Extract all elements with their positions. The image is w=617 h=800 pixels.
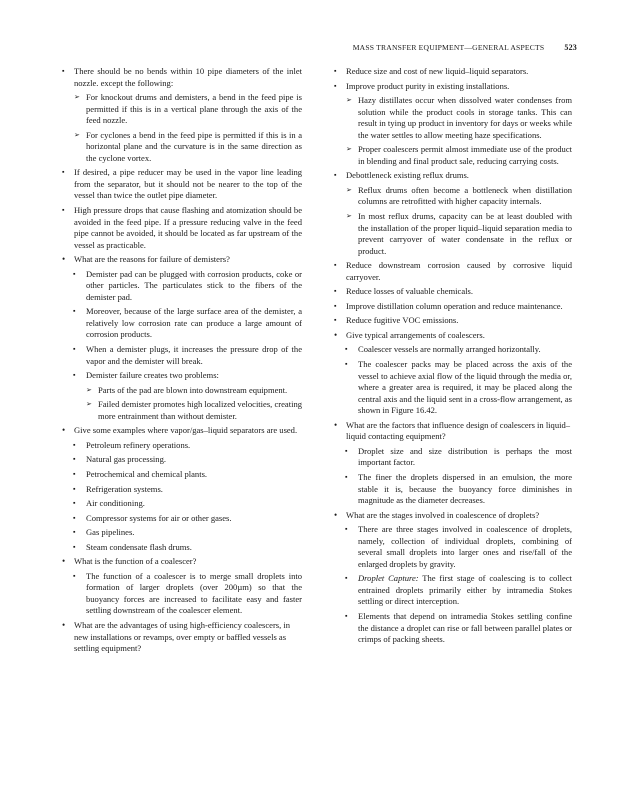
bullet: ▪ Reduce size and cost of new liquid–liquid separators. bbox=[334, 66, 572, 78]
list-item: ▪ Refrigeration systems. bbox=[62, 484, 302, 496]
sub-bullet: ➢ For knockout drums and demisters, a bend in the feed pipe is permitted if this is in a vertical plane through the axis of the feed nozzle. bbox=[62, 92, 302, 127]
page-number: 523 bbox=[564, 43, 577, 52]
list-item: ▪ Natural gas processing. bbox=[62, 454, 302, 466]
left-column bbox=[62, 66, 302, 658]
list-item: ▪ Steam condensate flash drums. bbox=[62, 542, 302, 554]
running-title: MASS TRANSFER EQUIPMENT—GENERAL ASPECTS bbox=[352, 43, 545, 52]
bullet: ▪ Reduce fugitive VOC emissions. bbox=[334, 315, 572, 327]
question: • What is the function of a coalescer? bbox=[62, 556, 302, 568]
bullet bbox=[334, 573, 572, 608]
bullet: ▪ There should be no bends within 10 pipe diameters of the inlet nozzle. except the following: bbox=[62, 66, 302, 89]
bullet: ▪ There are three stages involved in coalescence of droplets, namely, collection of individual droplets, combining of several small droplets into larger ones and rise/fall of the enlarged droplets by gravity. bbox=[334, 524, 572, 570]
question: • Give typical arrangements of coalescers. bbox=[334, 330, 572, 342]
bullet: ▪ Reduce downstream corrosion caused by corrosive liquid carryover. bbox=[334, 260, 572, 283]
list-item: ▪ Petrochemical and chemical plants. bbox=[62, 469, 302, 481]
question: • What are the stages involved in coalescence of droplets? bbox=[334, 510, 572, 522]
bullet: ▪ The coalescer packs may be placed across the axis of the vessel to achieve axial flow of the liquid through the media or, where a greater area is required, it may be placed along the central axis and the liquid sent in a cross-flow arrangement, as shown in Figure 16.42. bbox=[334, 359, 572, 417]
list-item: ▪ Petroleum refinery operations. bbox=[62, 440, 302, 452]
bullet: ▪ If desired, a pipe reducer may be used in the vapor line leading from the separator, but it should not be nearer to the top of the vessel than twice the outlet pipe diameter. bbox=[62, 167, 302, 202]
question: • What are the factors that influence design of coalescers in liquid–liquid contacting equipment? bbox=[334, 420, 572, 443]
sub-bullet: ➢ For cyclones a bend in the feed pipe is permitted if this is in a horizontal plane and the curvature is in the same direction as the cyclone vortex. bbox=[62, 130, 302, 165]
list-item: ▪ Compressor systems for air or other gases. bbox=[62, 513, 302, 525]
running-header bbox=[353, 43, 577, 52]
bullet: ▪ Reduce losses of valuable chemicals. bbox=[334, 286, 572, 298]
bullet: ▪ Improve distillation column operation and reduce maintenance. bbox=[334, 301, 572, 313]
question: • Give some examples where vapor/gas–liquid separators are used. bbox=[62, 425, 302, 437]
bullet: ▪ Debottleneck existing reflux drums. bbox=[334, 170, 572, 182]
sub-bullet: ➢ Parts of the pad are blown into downstream equipment. bbox=[62, 385, 302, 397]
right-column bbox=[334, 66, 572, 649]
sub-bullet: ➢ Reflux drums often become a bottleneck when distillation columns are retrofitted with higher capacity internals. bbox=[334, 185, 572, 208]
question: • What are the advantages of using high-efficiency coalescers, in new installations or revamps, over empty or baffled vessels as settling equipment? bbox=[62, 620, 302, 655]
bullet: ▪ Demister failure creates two problems: bbox=[62, 370, 302, 382]
bullet: ▪ Droplet size and size distribution is perhaps the most important factor. bbox=[334, 446, 572, 469]
sub-bullet: ➢ Proper coalescers permit almost immediate use of the product in blending and final product sale, reducing carrying costs. bbox=[334, 144, 572, 167]
bullet: ▪ Moreover, because of the large surface area of the demister, a relatively low corrosion rate can produce a large amount of corrosion products. bbox=[62, 306, 302, 341]
question: • What are the reasons for failure of demisters? bbox=[62, 254, 302, 266]
bullet: ▪ High pressure drops that cause flashing and atomization should be avoided in the feed pipe. If a pressure reducing valve in the feed pipe cannot be avoided, it should be located as far upstream of the vessel as practicable. bbox=[62, 205, 302, 251]
bullet: ▪ When a demister plugs, it increases the pressure drop of the vapor and the demister will break. bbox=[62, 344, 302, 367]
bullet-text: The first stage of coalescing is to collect entrained droplets primarily either by intramedia Stokes settling or direct interception. bbox=[358, 573, 572, 607]
sub-bullet: ➢ In most reflux drums, capacity can be at least doubled with the installation of the proper liquid–liquid separation media to prevent carryover of water condensate in the reflux or product. bbox=[334, 211, 572, 257]
bullet: ▪ Demister pad can be plugged with corrosion products, coke or other particles. The particulates stick to the fibers of the demister pad. bbox=[62, 269, 302, 304]
bullet: ▪ The function of a coalescer is to merge small droplets into formation of larger droplets (over 200µm) so that the buoyancy forces are increased to facilitate easy and faster settling downstream of the coalescer element. bbox=[62, 571, 302, 617]
list-item: ▪ Air conditioning. bbox=[62, 498, 302, 510]
bullet: ▪ The finer the droplets dispersed in an emulsion, the more stable it is, because the buoyancy force diminishes in magnitude as the diameter decreases. bbox=[334, 472, 572, 507]
sub-bullet: ➢ Failed demister promotes high localized velocities, creating more entrainment than without demister. bbox=[62, 399, 302, 422]
bullet: ▪ Improve product purity in existing installations. bbox=[334, 81, 572, 93]
bullet: ▪ Elements that depend on intramedia Stokes settling confine the distance a droplet can rise or fall between parallel plates or crimps of packing sheets. bbox=[334, 611, 572, 646]
bullet: ▪ Coalescer vessels are normally arranged horizontally. bbox=[334, 344, 572, 356]
term: Droplet Capture: bbox=[358, 573, 419, 584]
sub-bullet: ➢ Hazy distillates occur when dissolved water condenses from solution while the product cools in storage tanks. This can result in tying up product in inventory for days or weeks while the water settles to allow meeting haze specifications. bbox=[334, 95, 572, 141]
list-item: ▪ Gas pipelines. bbox=[62, 527, 302, 539]
